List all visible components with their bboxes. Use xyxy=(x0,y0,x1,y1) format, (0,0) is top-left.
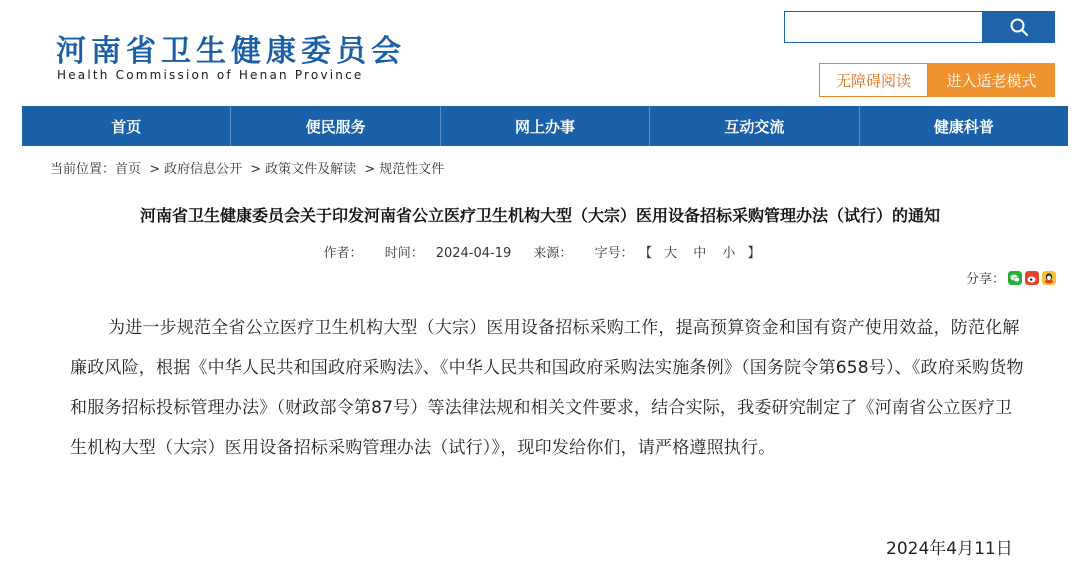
main-nav xyxy=(22,106,1068,146)
search-button[interactable] xyxy=(982,11,1055,43)
accessibility-reading-button[interactable]: 无障碍阅读 xyxy=(819,63,928,97)
nav-item-home[interactable]: 首页 xyxy=(22,106,231,146)
nav-item-online-affairs[interactable]: 网上办事 xyxy=(441,106,650,146)
source-label: 来源： xyxy=(533,246,573,261)
fontsize-large-button[interactable]: 大 xyxy=(664,246,678,261)
wechat-icon[interactable] xyxy=(1008,271,1022,285)
fontsize-small-button[interactable]: 小 xyxy=(722,246,736,261)
breadcrumb-separator: > xyxy=(250,162,262,177)
fontsize-label: 字号： xyxy=(594,246,634,261)
breadcrumb xyxy=(50,158,444,177)
share-bar xyxy=(966,268,1056,287)
article-title: 河南省卫生健康委员会关于印发河南省公立医疗卫生机构大型（大宗）医用设备招标采购管理办法（试行）的通知 xyxy=(139,206,940,225)
site-logo-subtitle: Health Commission of Henan Province xyxy=(57,68,364,82)
article-body: 为进一步规范全省公立医疗卫生机构大型（大宗）医用设备招标采购工作，提高预算资金和国有资产使用效益，防范化解廉政风险，根据《中华人民共和国政府采购法》、《中华人民共和国政府采购法实施条例》（国务院令第658号）、《政府采购货物和服务招标投标管理办法》（财政部令第87号）等法律法规和相关文件要求，结合实际，我委研究制定了《河南省公立医疗卫生机构大型（大宗）医用设备招标采购管理办法（试行）》，现印发给你们，请严格遵照执行。 xyxy=(70,318,1024,458)
share-label: 分享： xyxy=(966,272,1006,287)
breadcrumb-separator: > xyxy=(364,162,376,177)
time-label: 时间： xyxy=(384,246,424,261)
search-icon xyxy=(1009,17,1029,37)
time-value: 2024-04-19 xyxy=(435,246,512,261)
nav-item-services[interactable]: 便民服务 xyxy=(231,106,440,146)
weibo-icon[interactable] xyxy=(1025,271,1039,285)
breadcrumb-separator: > xyxy=(149,162,161,177)
breadcrumb-prefix: 当前位置： xyxy=(50,162,116,177)
fontsize-bracket-open: 【 xyxy=(645,246,653,261)
breadcrumb-item-normative[interactable]: 规范性文件 xyxy=(379,162,445,177)
breadcrumb-item-home[interactable]: 首页 xyxy=(115,162,142,177)
elder-mode-button[interactable]: 进入适老模式 xyxy=(928,63,1055,97)
nav-item-health-science[interactable]: 健康科普 xyxy=(933,117,994,136)
breadcrumb-item-policy[interactable]: 政策文件及解读 xyxy=(265,162,357,177)
site-logo-title[interactable]: 河南省卫生健康委员会 xyxy=(56,34,406,69)
author-label: 作者： xyxy=(323,246,363,261)
qq-icon[interactable] xyxy=(1042,271,1056,285)
article-meta xyxy=(0,242,1080,261)
nav-item-interaction[interactable]: 互动交流 xyxy=(650,106,859,146)
fontsize-medium-button[interactable]: 中 xyxy=(693,246,707,261)
article-date: 2024年4月11日 xyxy=(886,539,1013,559)
search-input[interactable] xyxy=(784,11,982,43)
breadcrumb-item-gov-info[interactable]: 政府信息公开 xyxy=(164,162,243,177)
fontsize-bracket-close: 】 xyxy=(747,246,761,261)
